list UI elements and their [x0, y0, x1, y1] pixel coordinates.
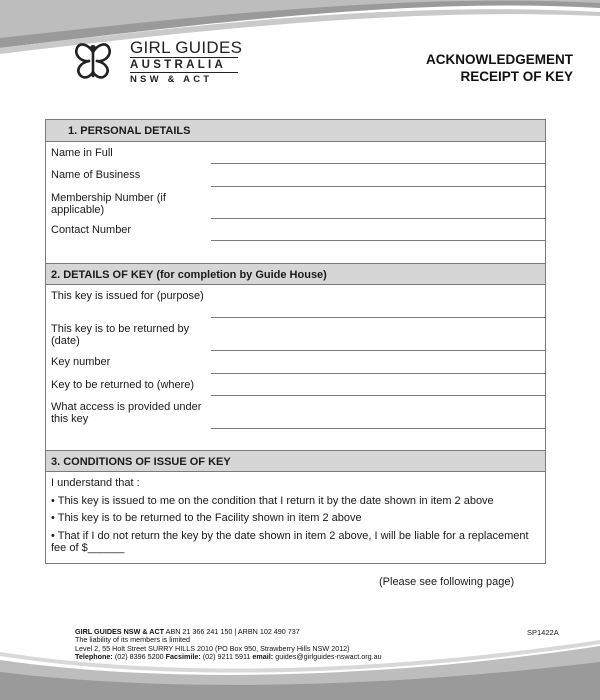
footer-swoosh-graphic [0, 640, 600, 700]
field-label: Contact Number [51, 224, 132, 236]
footer-email-label: email: [252, 651, 274, 661]
field-row-key-purpose [46, 285, 545, 318]
key-purpose-input[interactable] [211, 285, 545, 318]
field-label: What access is provided under this key [51, 401, 202, 425]
section-key-details-heading: 2. DETAILS OF KEY (for completion by Guide House) [46, 263, 545, 285]
field-row-access-provided [46, 396, 545, 429]
footer-email-link[interactable]: guides@girlguides-nswact.org.au [275, 651, 382, 661]
condition-item: • This key is to be returned to the Facility shown in item 2 above [51, 512, 540, 525]
field-label: Name in Full [51, 147, 113, 159]
logo-line-australia: AUSTRALIA [130, 59, 227, 71]
footer-telephone-label: Telephone: [75, 651, 113, 661]
field-label: Name of Business [51, 169, 141, 181]
field-row-return-location [46, 374, 545, 396]
form-code: SP1422A [527, 628, 559, 637]
logo-rule-bottom [130, 72, 238, 73]
key-receipt-form [45, 119, 546, 564]
condition-item: • That if I do not return the key by the date shown in item 2 above, I will be liable for a replacement fee of $______ [51, 530, 540, 555]
field-row-contact-number [46, 219, 545, 241]
trefoil-icon [70, 38, 116, 84]
condition-item: • This key is issued to me on the condition that I return it by the date shown in item 2 above [51, 495, 540, 508]
field-label: This key is issued for (purpose) [51, 290, 204, 302]
access-provided-input[interactable] [211, 396, 545, 429]
field-label: Key to be returned to (where) [51, 379, 195, 391]
title-line-1: ACKNOWLEDGEMENT [426, 52, 573, 67]
field-row-key-number [46, 351, 545, 374]
footer-org-name: GIRL GUIDES NSW & ACT [75, 627, 165, 636]
conditions-intro: I understand that : [51, 477, 140, 489]
section-spacer [46, 241, 545, 263]
footer-liability: The liability of its members is limited [75, 635, 191, 645]
section-spacer [46, 429, 545, 450]
footer-facsimile-label: Facsimile: [165, 651, 201, 661]
field-row-return-date [46, 318, 545, 351]
footer-telephone: (02) 8396 5200 [114, 651, 164, 661]
name-in-full-input[interactable] [211, 142, 545, 164]
field-row-name-in-full [46, 142, 545, 164]
section-conditions-heading: 3. CONDITIONS OF ISSUE OF KEY [46, 450, 545, 472]
footer-org-ids: ABN 21 366 241 150 | ARBN 102 490 737 [165, 627, 300, 636]
conditions-text [46, 472, 545, 563]
section-personal-details-heading: 1. PERSONAL DETAILS [46, 120, 545, 142]
field-label: This key is to be returned by (date) [51, 323, 190, 347]
name-of-business-input[interactable] [211, 164, 545, 187]
return-location-input[interactable] [211, 374, 545, 396]
footer-address: Level 2, 55 Holt Street SURRY HILLS 2010 (PO Box 950, Strawberry Hills NSW 2012) [75, 643, 350, 653]
contact-number-input[interactable] [211, 219, 545, 241]
footer-facsimile: (02) 9211 5911 [202, 651, 251, 661]
document-title [426, 51, 573, 85]
field-row-membership-number [46, 187, 545, 219]
key-number-input[interactable] [211, 351, 545, 374]
field-row-name-of-business [46, 164, 545, 187]
girl-guides-logo [70, 38, 243, 88]
membership-number-input[interactable] [211, 187, 545, 219]
field-label: Key number [51, 356, 111, 368]
see-following-page-note: (Please see following page) [379, 576, 515, 588]
field-label: Membership Number (if applicable) [51, 192, 166, 216]
logo-line-girl-guides: GIRL GUIDES [130, 38, 243, 57]
return-date-input[interactable] [211, 318, 545, 351]
logo-rule-top [130, 57, 238, 58]
logo-line-nsw-act: NSW & ACT [130, 74, 213, 85]
title-line-2: RECEIPT OF KEY [460, 69, 573, 84]
